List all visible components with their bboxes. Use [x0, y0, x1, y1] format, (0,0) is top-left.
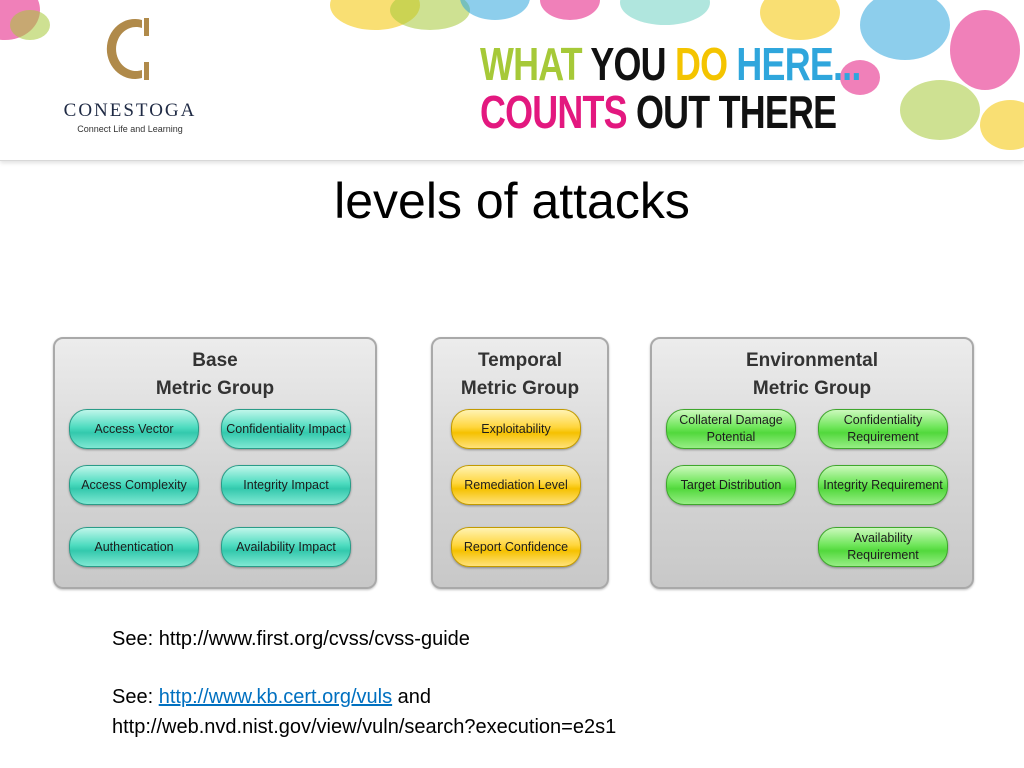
- metric-pill: Remediation Level: [451, 465, 581, 505]
- group-title: [433, 347, 607, 403]
- metric-pill: Collateral Damage Potential: [666, 409, 796, 449]
- environmental-metric-group: [650, 337, 974, 589]
- metric-pill: Report Confidence: [451, 527, 581, 567]
- logo-name: CONESTOGA: [63, 100, 197, 121]
- group-title-line: Environmental: [746, 350, 878, 371]
- slogan: [480, 40, 860, 136]
- base-metric-group: [53, 337, 377, 589]
- conestoga-c-logo-icon: [98, 12, 162, 86]
- reference-line: See: http://www.first.org/cvss/cvss-guide: [112, 628, 470, 650]
- group-title-line: Metric Group: [752, 378, 872, 399]
- kb-cert-link[interactable]: http://www.kb.cert.org/vuls: [158, 686, 393, 708]
- group-title-line: Metric Group: [155, 378, 275, 399]
- group-title-line: Metric Group: [460, 378, 580, 399]
- metric-pill: Availability Requirement: [818, 527, 948, 567]
- temporal-metric-group: [431, 337, 609, 589]
- paint-splash-decoration: [900, 80, 980, 140]
- logo-tagline: Connect Life and Learning: [77, 124, 183, 134]
- metric-pill: Authentication: [69, 527, 199, 567]
- metric-pill: Confidentiality Impact: [221, 409, 351, 449]
- metric-pill: Exploitability: [451, 409, 581, 449]
- group-title: [55, 347, 375, 403]
- group-title-line: Base: [192, 350, 238, 371]
- slogan-word: OUT THERE: [636, 86, 837, 138]
- metric-pill: Access Vector: [69, 409, 199, 449]
- paint-splash-decoration: [460, 0, 530, 20]
- metric-pill: Integrity Requirement: [818, 465, 948, 505]
- slogan-word: HERE...: [736, 38, 861, 90]
- metric-pill: Access Complexity: [69, 465, 199, 505]
- paint-splash-decoration: [980, 100, 1024, 150]
- slogan-word: COUNTS: [480, 86, 627, 138]
- paint-splash-decoration: [620, 0, 710, 25]
- paint-splash-decoration: [860, 0, 950, 60]
- header-banner: [0, 0, 1024, 161]
- metric-pill: Target Distribution: [666, 465, 796, 505]
- group-title: [652, 347, 972, 403]
- slide-title: levels of attacks: [334, 173, 690, 229]
- paint-splash-decoration: [760, 0, 840, 40]
- metric-pill: Availability Impact: [221, 527, 351, 567]
- references: [112, 624, 616, 742]
- slogan-word: WHAT: [480, 38, 582, 90]
- paint-splash-decoration: [950, 10, 1020, 90]
- conestoga-logo: [40, 12, 220, 142]
- paint-splash-decoration: [540, 0, 600, 20]
- reference-line: http://web.nvd.nist.gov/view/vuln/search?execution=e2s1: [112, 716, 617, 738]
- metric-pill: Confidentiality Requirement: [818, 409, 948, 449]
- reference-prefix: See:: [112, 686, 159, 708]
- metric-pill: Integrity Impact: [221, 465, 351, 505]
- slogan-word: DO: [674, 38, 728, 90]
- reference-line: [112, 682, 616, 712]
- paint-splash-decoration: [390, 0, 470, 30]
- slogan-word: YOU: [590, 38, 666, 90]
- reference-suffix: and: [392, 686, 432, 708]
- group-title-line: Temporal: [477, 350, 563, 371]
